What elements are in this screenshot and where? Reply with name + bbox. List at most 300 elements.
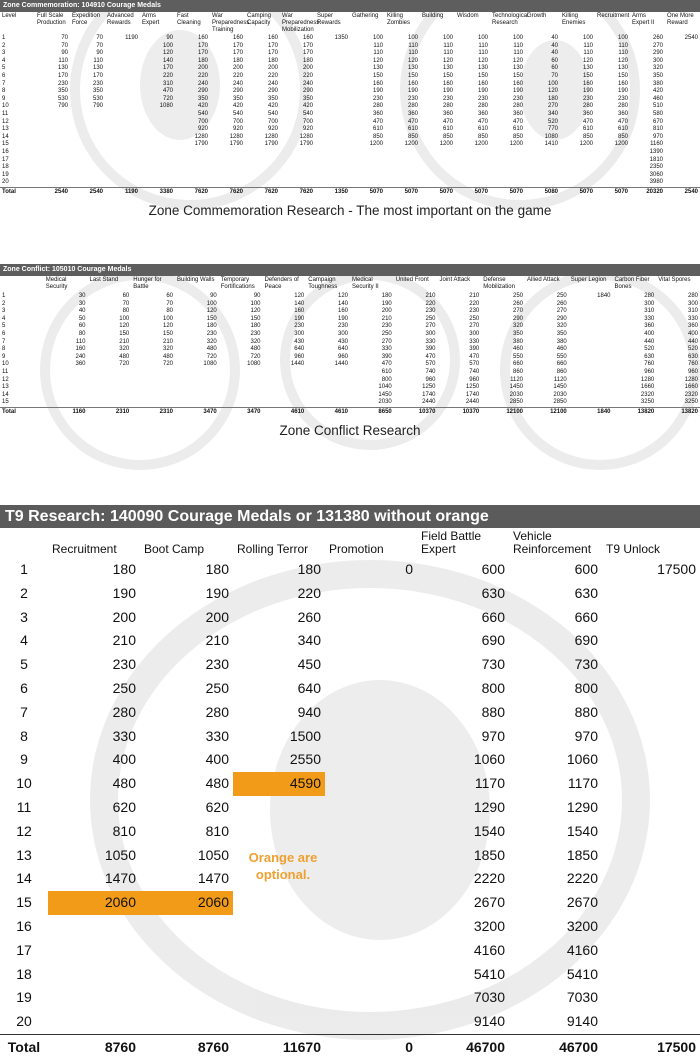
- table-row: [0, 725, 700, 749]
- table-cell: [140, 164, 175, 172]
- table-cell: 9140: [473, 1013, 505, 1030]
- row-level: 16: [16, 917, 32, 934]
- column-header: Vehicle Reinforcement: [513, 529, 592, 556]
- table-cell: [490, 164, 525, 172]
- table-cell: 350: [92, 88, 103, 95]
- table-cell: 330: [381, 346, 392, 353]
- table-cell: 810: [112, 822, 136, 839]
- table-cell: 440: [644, 338, 655, 345]
- table-cell: [219, 377, 263, 385]
- table-cell: 3200: [473, 917, 505, 934]
- table-cell: 720: [162, 361, 173, 368]
- total-cell: 13820: [656, 407, 700, 417]
- zone-conflict-table: [0, 276, 700, 417]
- table-cell: 220: [267, 72, 278, 79]
- table-cell: 2220: [566, 870, 598, 887]
- table-cell: 1440: [334, 361, 348, 368]
- row-level: 19: [2, 171, 9, 178]
- table-cell: 480: [112, 775, 136, 792]
- table-cell: [35, 149, 70, 157]
- table-cell: 1280: [194, 133, 208, 140]
- table-cell: 1170: [474, 775, 505, 792]
- table-cell: 140: [294, 300, 305, 307]
- table-cell: 280: [205, 703, 229, 720]
- row-level: 17: [2, 156, 9, 163]
- table-cell: [602, 963, 700, 987]
- table-cell: 1790: [229, 141, 243, 148]
- table-cell: 1440: [290, 361, 305, 368]
- table-cell: [665, 179, 700, 187]
- table-cell: 240: [75, 353, 86, 360]
- table-cell: [280, 179, 315, 187]
- table-cell: [105, 119, 140, 127]
- table-cell: [490, 172, 525, 180]
- table-cell: 470: [442, 118, 453, 125]
- column-header: [0, 528, 48, 558]
- table-cell: [315, 126, 350, 134]
- table-cell: [35, 119, 70, 127]
- table-cell: 70: [61, 35, 68, 41]
- table-cell: 120: [512, 57, 523, 64]
- table-cell: 180: [197, 57, 208, 64]
- table-cell: [131, 377, 175, 385]
- table-cell: 2540: [684, 35, 698, 41]
- table-cell: 120: [206, 308, 217, 315]
- table-cell: [455, 149, 490, 157]
- table-cell: 150: [162, 330, 173, 337]
- column-header: Technological Research: [492, 13, 529, 26]
- table-cell: 70: [166, 300, 173, 307]
- table-row: [0, 354, 700, 362]
- table-cell: 200: [197, 65, 208, 72]
- column-header: Boot Camp: [144, 542, 205, 556]
- table-cell: 730: [574, 656, 598, 673]
- table-cell: [665, 96, 700, 104]
- table-cell: 150: [582, 72, 593, 79]
- table-cell: 470: [617, 118, 628, 125]
- table-cell: 110: [58, 57, 68, 64]
- table-cell: [140, 111, 175, 119]
- table-cell: [315, 119, 350, 127]
- table-cell: 180: [547, 95, 558, 102]
- table-cell: [315, 149, 350, 157]
- table-cell: [315, 96, 350, 104]
- table-cell: [385, 179, 420, 187]
- table-cell: 630: [574, 584, 598, 601]
- table-cell: 1450: [509, 384, 523, 391]
- table-cell: 1200: [439, 141, 453, 148]
- row-level: 6: [2, 72, 6, 79]
- table-cell: 70: [61, 42, 68, 49]
- table-cell: 1080: [159, 103, 173, 110]
- table-cell: [35, 111, 70, 119]
- total-cell: 5070: [595, 187, 630, 197]
- table-cell: 1190: [125, 35, 138, 41]
- table-cell: 120: [477, 57, 488, 64]
- total-cell: 17500: [602, 1034, 700, 1061]
- table-cell: 220: [302, 72, 313, 79]
- table-cell: 60: [551, 65, 558, 72]
- table-cell: 1280: [264, 133, 278, 140]
- table-cell: 350: [512, 330, 523, 337]
- table-cell: 1200: [614, 141, 628, 148]
- table-cell: [315, 43, 350, 51]
- table-cell: 110: [443, 50, 453, 57]
- row-level: 14: [2, 391, 9, 398]
- table-cell: [325, 653, 417, 677]
- table-cell: [560, 157, 595, 165]
- table-cell: 920: [302, 126, 313, 133]
- table-cell: 460: [556, 346, 567, 353]
- total-cell: 46700: [509, 1034, 602, 1061]
- table-row: [0, 81, 700, 89]
- table-cell: 1810: [649, 156, 663, 163]
- total-cell: 8760: [140, 1034, 233, 1061]
- table-cell: 200: [381, 308, 392, 315]
- table-cell: 360: [442, 110, 453, 117]
- column-header: Killing Enemies: [562, 13, 586, 26]
- table-cell: [88, 384, 132, 392]
- table-cell: 1290: [566, 798, 598, 815]
- table-cell: 1080: [203, 361, 217, 368]
- table-cell: 4160: [473, 941, 505, 958]
- table-cell: 230: [372, 95, 383, 102]
- table-cell: [175, 179, 210, 187]
- row-level: 10: [2, 361, 9, 368]
- table-cell: 130: [57, 65, 68, 72]
- table-cell: [350, 172, 385, 180]
- table-cell: [175, 149, 210, 157]
- table-row: [0, 157, 700, 165]
- table-cell: 960: [644, 368, 655, 375]
- table-cell: 610: [407, 126, 418, 133]
- table-cell: 220: [425, 300, 436, 307]
- table-cell: 3980: [649, 179, 663, 186]
- table-cell: 160: [267, 35, 278, 41]
- table-cell: [325, 891, 417, 915]
- table-cell: [385, 172, 420, 180]
- table-cell: 660: [512, 361, 523, 368]
- total-cell: 10370: [438, 407, 482, 417]
- column-header: Killing Zombies: [387, 13, 411, 26]
- row-level: 6: [2, 330, 6, 337]
- table-cell: 350: [232, 95, 243, 102]
- table-cell: [263, 384, 307, 392]
- zone-conflict-caption: Zone Conflict Research: [279, 422, 421, 438]
- table-cell: 620: [205, 798, 229, 815]
- table-cell: [525, 179, 560, 187]
- table-cell: [569, 339, 613, 347]
- table-cell: [88, 377, 132, 385]
- table-cell: [140, 179, 175, 187]
- table-cell: 230: [250, 330, 261, 337]
- table-cell: 280: [687, 293, 698, 299]
- table-cell: [490, 149, 525, 157]
- table-cell: 720: [119, 361, 130, 368]
- row-level: 6: [20, 679, 28, 696]
- table-cell: [569, 331, 613, 339]
- table-cell: 1740: [465, 391, 480, 398]
- table-cell: [595, 157, 630, 165]
- table-cell: 400: [687, 330, 698, 337]
- table-cell: 250: [205, 679, 229, 696]
- zone-commemoration-caption: Zone Commemoration Research - The most important on the game: [148, 202, 552, 218]
- table-cell: [569, 377, 613, 385]
- table-cell: 1050: [104, 846, 136, 863]
- table-cell: 740: [469, 368, 480, 375]
- total-cell: 8650: [350, 407, 394, 417]
- table-cell: 860: [512, 368, 523, 375]
- table-cell: [131, 399, 175, 407]
- zone-commemoration-section: [0, 0, 700, 225]
- table-cell: 280: [407, 103, 418, 110]
- table-cell: 390: [381, 353, 392, 360]
- table-cell: [70, 164, 105, 172]
- table-cell: 630: [644, 353, 655, 360]
- table-cell: 340: [547, 110, 558, 117]
- table-cell: 420: [197, 103, 208, 110]
- row-level: 15: [2, 141, 9, 148]
- table-cell: [48, 915, 140, 939]
- row-level: 15: [16, 894, 32, 911]
- table-cell: 7030: [566, 989, 598, 1006]
- table-cell: 110: [93, 57, 103, 64]
- table-cell: 790: [92, 103, 103, 110]
- table-cell: 540: [302, 110, 313, 117]
- total-cell: 11670: [233, 1034, 325, 1061]
- table-cell: 800: [574, 679, 598, 696]
- column-header: Growth: [527, 13, 547, 19]
- table-cell: [569, 392, 613, 400]
- table-cell: 120: [162, 50, 173, 57]
- table-row: [0, 399, 700, 407]
- table-cell: [70, 172, 105, 180]
- table-cell: [325, 796, 417, 820]
- table-cell: 40: [78, 308, 86, 315]
- table-cell: 470: [425, 353, 436, 360]
- table-cell: 3060: [649, 171, 663, 178]
- row-level: 11: [2, 368, 9, 375]
- table-cell: 170: [267, 50, 278, 57]
- table-cell: 240: [197, 80, 208, 87]
- table-cell: [315, 50, 350, 58]
- table-cell: 1540: [473, 822, 505, 839]
- table-row: [0, 103, 700, 111]
- table-cell: [105, 172, 140, 180]
- table-cell: 100: [206, 300, 217, 307]
- table-cell: 250: [469, 315, 480, 322]
- row-level: 13: [2, 126, 9, 133]
- table-cell: 210: [425, 293, 436, 299]
- row-level: 1: [20, 561, 28, 577]
- table-cell: 2670: [566, 894, 598, 911]
- table-cell: 760: [644, 361, 655, 368]
- table-row: [0, 820, 700, 844]
- column-header: Level: [2, 13, 17, 19]
- table-cell: 190: [582, 88, 593, 95]
- table-cell: 170: [302, 42, 313, 49]
- table-cell: [175, 392, 219, 400]
- table-cell: 260: [297, 608, 321, 625]
- table-cell: 1200: [579, 141, 593, 148]
- table-cell: 170: [162, 65, 173, 72]
- table-cell: 330: [205, 727, 229, 744]
- table-cell: 60: [78, 323, 86, 330]
- column-header: Building Walls: [177, 277, 215, 283]
- table-cell: 1050: [197, 846, 229, 863]
- table-cell: [105, 134, 140, 142]
- table-cell: 350: [556, 330, 567, 337]
- row-level: 8: [2, 88, 6, 95]
- total-row: [0, 1034, 700, 1061]
- total-cell: 20320: [630, 187, 665, 197]
- row-level: 5: [20, 656, 28, 673]
- table-cell: 100: [547, 80, 558, 87]
- table-cell: [569, 323, 613, 331]
- table-cell: 250: [425, 315, 436, 322]
- column-header: Recruitment: [52, 542, 117, 556]
- table-cell: 770: [547, 126, 558, 133]
- table-cell: 160: [232, 35, 243, 41]
- table-cell: [569, 346, 613, 354]
- table-cell: [325, 963, 417, 987]
- table-cell: 4160: [566, 941, 598, 958]
- table-cell: [44, 369, 88, 377]
- table-cell: 300: [644, 300, 655, 307]
- table-cell: 110: [618, 42, 628, 49]
- table-cell: 180: [232, 57, 243, 64]
- table-cell: 940: [297, 703, 321, 720]
- table-cell: 850: [617, 133, 628, 140]
- table-cell: 190: [477, 88, 488, 95]
- row-level: 1: [2, 293, 6, 299]
- table-cell: 310: [644, 308, 655, 315]
- table-cell: [233, 796, 325, 820]
- table-cell: [105, 126, 140, 134]
- table-cell: 360: [582, 110, 593, 117]
- table-cell: [385, 164, 420, 172]
- table-cell: 170: [197, 42, 208, 49]
- table-cell: [315, 81, 350, 89]
- table-cell: [233, 915, 325, 939]
- row-level: 14: [2, 133, 9, 140]
- table-cell: 170: [267, 42, 278, 49]
- column-header: Expedition Force: [72, 13, 101, 26]
- table-cell: 110: [478, 42, 488, 49]
- table-cell: 1470: [104, 870, 136, 887]
- table-cell: [35, 157, 70, 165]
- zone-commemoration-table: [0, 12, 700, 197]
- table-cell: [233, 1010, 325, 1034]
- column-header: Super Rewards: [317, 13, 341, 26]
- table-cell: [175, 377, 219, 385]
- table-cell: 810: [652, 126, 663, 133]
- column-header: Camping Capacity: [247, 13, 272, 26]
- table-cell: 300: [337, 330, 348, 337]
- table-cell: 2030: [553, 391, 567, 398]
- table-cell: 420: [652, 88, 663, 95]
- table-cell: 260: [556, 300, 567, 307]
- table-cell: 330: [469, 338, 480, 345]
- table-cell: 150: [250, 315, 261, 322]
- table-cell: [35, 141, 70, 149]
- total-row: [0, 187, 700, 197]
- table-cell: 120: [407, 57, 418, 64]
- table-cell: 610: [381, 368, 392, 375]
- table-cell: 230: [92, 80, 103, 87]
- table-cell: [88, 392, 132, 400]
- table-cell: [665, 103, 700, 111]
- table-cell: 720: [250, 353, 261, 360]
- t9-title: T9 Research: 140090 Courage Medals or 131380 without orange: [0, 505, 700, 528]
- column-header: Defense Mobilization: [483, 277, 515, 290]
- column-header: Rolling Terror: [237, 542, 309, 556]
- table-row: [0, 149, 700, 157]
- table-cell: 230: [582, 95, 593, 102]
- row-level: 12: [16, 822, 32, 839]
- table-row: [0, 369, 700, 377]
- table-cell: 100: [617, 35, 628, 41]
- table-cell: 160: [442, 80, 453, 87]
- table-cell: 700: [197, 118, 208, 125]
- table-cell: 190: [442, 88, 453, 95]
- table-cell: 1060: [566, 751, 598, 768]
- table-cell: 320: [652, 65, 663, 72]
- total-cell: 7620: [210, 187, 245, 197]
- table-cell: 570: [425, 361, 436, 368]
- table-cell: [325, 772, 417, 796]
- table-cell: [420, 149, 455, 157]
- table-cell: [245, 179, 280, 187]
- table-row: [0, 772, 700, 796]
- table-cell: [105, 157, 140, 165]
- table-cell: 850: [407, 133, 418, 140]
- table-cell: 230: [381, 323, 392, 330]
- table-cell: 470: [372, 118, 383, 125]
- table-cell: 810: [205, 822, 229, 839]
- table-cell: 250: [112, 679, 136, 696]
- table-cell: 1250: [422, 384, 436, 391]
- table-cell: 3200: [566, 917, 598, 934]
- total-row: [0, 407, 700, 417]
- table-cell: [315, 65, 350, 73]
- table-cell: 160: [197, 35, 208, 41]
- table-cell: 790: [57, 103, 68, 110]
- table-cell: 1200: [474, 141, 488, 148]
- table-cell: 60: [122, 293, 130, 299]
- table-cell: [455, 164, 490, 172]
- total-cell: 4610: [306, 407, 350, 417]
- table-cell: [560, 164, 595, 172]
- table-cell: [560, 149, 595, 157]
- table-cell: [665, 149, 700, 157]
- table-cell: 110: [408, 42, 418, 49]
- table-cell: 670: [652, 118, 663, 125]
- table-cell: [44, 377, 88, 385]
- total-label: Total: [0, 187, 35, 197]
- table-cell: 290: [302, 88, 313, 95]
- table-cell: [665, 164, 700, 172]
- row-level: 9: [2, 353, 6, 360]
- table-cell: 610: [617, 126, 628, 133]
- table-cell: 210: [381, 315, 392, 322]
- zone-conflict-title: Zone Conflict: 105010 Courage Medals: [0, 264, 700, 276]
- table-cell: [665, 58, 700, 66]
- table-cell: 230: [294, 323, 305, 330]
- table-cell: [105, 149, 140, 157]
- table-cell: 380: [512, 338, 523, 345]
- table-cell: [306, 384, 350, 392]
